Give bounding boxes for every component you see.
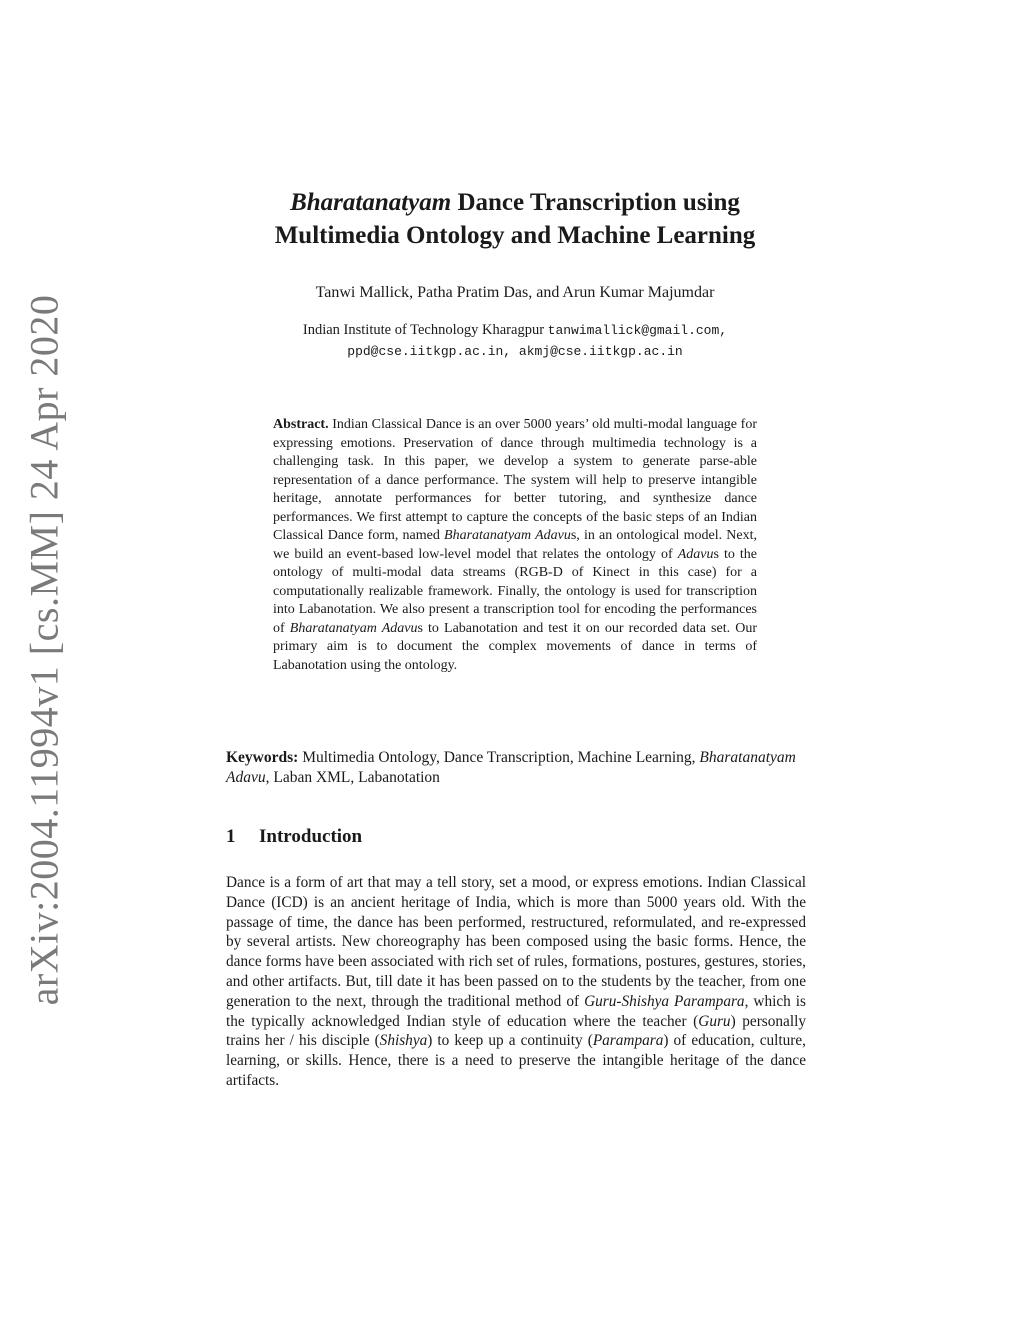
intro-term: Guru xyxy=(698,1012,731,1030)
keywords-term: Bharatanatyam Adavu xyxy=(226,749,796,786)
affiliation xyxy=(150,320,880,362)
title-line2: Multimedia Ontology and Machine Learning xyxy=(274,222,756,249)
intro-text: ) to keep up a continuity ( xyxy=(427,1032,593,1050)
abstract-text: Indian Classical Dance is an over 5000 years’ old multi-modal language for expressing emotions. Preservation of dance through multimedia technology is a challenging task. In this paper, we develop a system to generate parse-able representation of a dance performance. The system will help to preserve intangible heritage, annotate performances for better tutoring, and synthesize dance performances. We first attempt to capture the concepts of the basic steps of an Indian Classical Dance form, named xyxy=(273,417,757,543)
intro-term: Parampara xyxy=(592,1032,664,1050)
abstract-text: s to Labanotation and test it on our recorded data set. Our primary aim is to document the complex movements of dance in terms of Labanotation using the ontology. xyxy=(273,620,757,673)
title-italic-part: Bharatanatyam xyxy=(290,189,452,216)
intro-text: , which is the typically acknowledged Indian style of education where the teacher ( xyxy=(226,992,806,1030)
intro-text: Dance is a form of art that may a tell story, set a mood, or express emotions. Indian Classical Dance (ICD) is an ancient heritage of India, which is more than 5000 years old. With the passage of time, the dance has been performed, restructured, reformulated, and re-expressed by several artists. New choreography has been composed using the basic forms. Hence, the dance forms have been associated with rich set of rules, formations, postures, gestures, stories, and other artifacts. But, till date it has been passed on to the students by the teacher, from one generation to the next, through the traditional method of xyxy=(226,874,806,1010)
abstract xyxy=(273,416,757,675)
arxiv-identifier-stamp: arXiv:2004.11994v1 [cs.MM] 24 Apr 2020 xyxy=(21,294,67,1006)
paper-title xyxy=(150,186,880,252)
introduction-paragraph xyxy=(226,873,806,1091)
keywords xyxy=(226,748,806,788)
intro-term: Shishya xyxy=(379,1032,428,1050)
keywords-text: Multimedia Ontology, Dance Transcription, Machine Learning, xyxy=(298,749,700,766)
section-heading xyxy=(226,826,362,848)
keywords-label: Keywords: xyxy=(226,749,299,766)
abstract-text: s to the ontology of multi-modal data streams (RGB-D of Kinect in this case) for a computationally realizable framework. Finally, the ontology is used for transcription into Labanotation. We also present a transcription tool for encoding the performances of xyxy=(273,546,757,636)
intro-term: Guru-Shishya Parampara xyxy=(584,992,745,1010)
institute-name: Indian Institute of Technology Kharagpur xyxy=(302,322,545,338)
abstract-label: Abstract. xyxy=(273,417,329,432)
title-line1-rest: Dance Transcription using xyxy=(451,189,740,216)
email-link[interactable]: tanwimallick@gmail.com, xyxy=(547,323,728,338)
section-title: Introduction xyxy=(259,826,363,847)
intro-text: ) of education, culture, learning, or skills. Hence, there is a need to preserve the intangible heritage of the dance artifacts. xyxy=(226,1032,807,1089)
section-number: 1 xyxy=(226,826,236,847)
email-links[interactable]: ppd@cse.iitkgp.ac.in, akmj@cse.iitkgp.ac.in xyxy=(347,344,683,359)
abstract-term: Bharatanatyam Adavu xyxy=(289,620,418,636)
intro-text: ) personally trains her / his disciple ( xyxy=(226,1012,806,1050)
author-list: Tanwi Mallick, Patha Pratim Das, and Arun Kumar Majumdar xyxy=(315,284,715,301)
abstract-term: Adavu xyxy=(677,546,714,562)
keywords-text: , Laban XML, Labanotation xyxy=(265,769,440,786)
abstract-term: Bharatanatyam Adavu xyxy=(444,528,571,543)
abstract-text: s, in an ontological model. Next, we build an event-based low-level model that relates the ontology of xyxy=(273,528,757,562)
